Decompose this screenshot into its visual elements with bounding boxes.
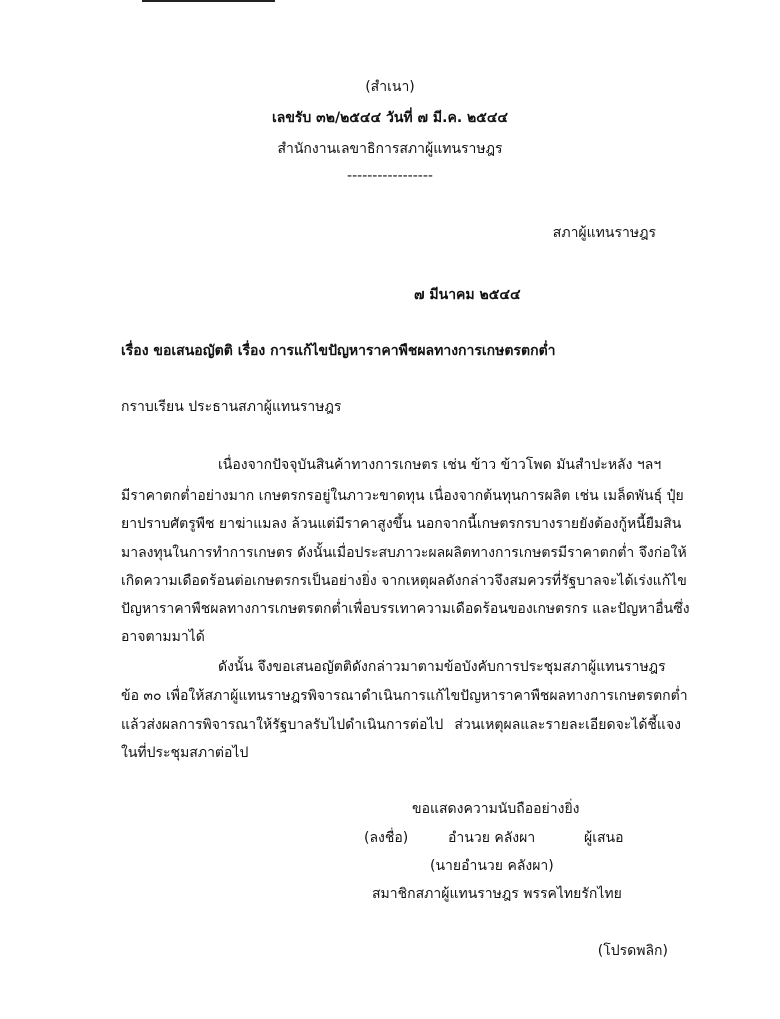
letter-date: ๗ มีนาคม ๒๕๔๔: [414, 287, 521, 303]
paragraph1-line: อาจตามมาได้: [121, 629, 205, 645]
paragraph1-line: ยาปราบศัตรูพืช ยาฆ่าแมลง ล้วนแต่มีราคาสูงขึ้น นอกจากนี้เกษตรกรบางรายยังต้องกู้หนี้ยืมสิน: [121, 516, 682, 532]
addressee-org: สภาผู้แทนราษฎร: [552, 225, 656, 241]
paragraph2-line: ในที่ประชุมสภาต่อไป: [121, 745, 249, 761]
paragraph2-line: ข้อ ๓๐ เพื่อให้สภาผู้แทนราษฎรพิจารณาดำเนินการแก้ไขปัญหาราคาพืชผลทางการเกษตรตกต่ำ: [121, 688, 688, 704]
header-divider: -----------------: [347, 168, 433, 184]
closing-phrase: ขอแสดงความนับถืออย่างยิ่ง: [412, 801, 580, 817]
office-name: สำนักงานเลขาธิการสภาผู้แทนราษฎร: [277, 141, 503, 157]
paragraph1-line: เกิดความเดือดร้อนต่อเกษตรกรเป็นอย่างยิ่ง จากเหตุผลดังกล่าวจึงสมควรที่รัฐบาลจะได้เร่งแก้ไข: [121, 573, 687, 589]
paragraph1-line: ปัญหาราคาพืชผลทางการเกษตรตกต่ำเพื่อบรรเทาความเดือดร้อนของเกษตรกร และปัญหาอื่นซึ่ง: [121, 601, 690, 617]
paragraph1-line: มาลงทุนในการทำการเกษตร ดังนั้นเมื่อประสบภาวะผลผลิตทางการเกษตรมีราคาตกต่ำ จึงก่อให้: [121, 545, 687, 561]
paragraph2-line: แล้วส่งผลการพิจารณาให้รัฐบาลรับไปดำเนินการต่อไป ส่วนเหตุผลและรายละเอียดจะได้ชี้แจง: [121, 717, 681, 733]
proposer-role: ผู้เสนอ: [584, 830, 624, 846]
paragraph1-line: มีราคาตกต่ำอย่างมาก เกษตรกรอยู่ในภาวะขาดทุน เนื่องจากต้นทุนการผลิต เช่น เมล็ดพันธุ์ ปุ๋ย: [121, 488, 684, 504]
subject-line: เรื่อง ขอเสนอญัตติ เรื่อง การแก้ไขปัญหาราคาพืชผลทางการเกษตรตกต่ำ: [121, 343, 556, 359]
printed-name: (นายอำนวย คลังผา): [430, 858, 554, 874]
sign-label: (ลงชื่อ): [364, 830, 409, 846]
signer-position: สมาชิกสภาผู้แทนราษฎร พรรคไทยรักไทย: [372, 886, 622, 902]
paragraph1-line: เนื่องจากปัจจุบันสินค้าทางการเกษตร เช่น ข้าว ข้าวโพด มันสำปะหลัง ฯลฯ: [218, 457, 662, 473]
copy-mark: (สำเนา): [365, 79, 415, 95]
signed-name: อำนวย คลังผา: [448, 830, 536, 846]
receipt-line: เลขรับ ๓๒/๒๕๔๔ วันที่ ๗ มี.ค. ๒๕๔๔: [271, 110, 509, 126]
salutation: กราบเรียน ประธานสภาผู้แทนราษฎร: [121, 399, 342, 415]
top-edge-rule: [142, 0, 275, 2]
paragraph2-line: ดังนั้น จึงขอเสนอญัตติดังกล่าวมาตามข้อบังคับการประชุมสภาผู้แทนราษฎร: [218, 659, 666, 675]
please-turn-over: (โปรดพลิก): [597, 943, 668, 959]
